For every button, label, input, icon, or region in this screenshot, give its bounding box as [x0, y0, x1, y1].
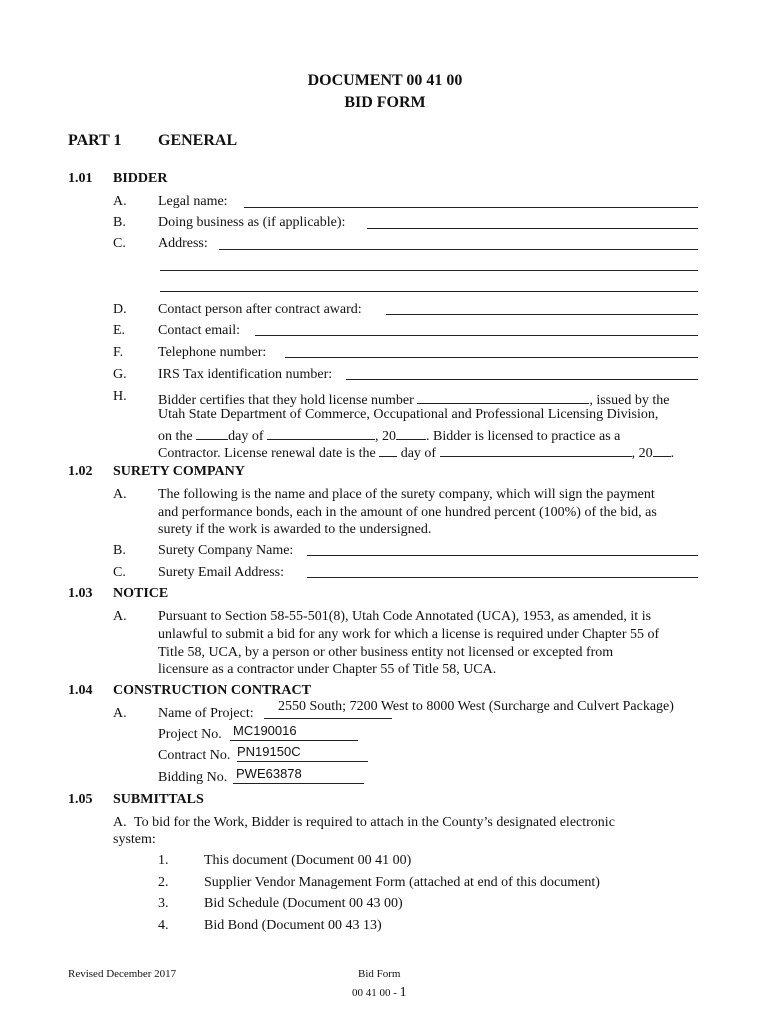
submittal-text-2: Supplier Vendor Management Form (attached at end of this document): [204, 875, 600, 890]
section-number-1-04: 1.04: [68, 683, 93, 698]
notice-text-line-3: Title 58, UCA, by a person or other business entity not licensed or excepted from: [158, 645, 614, 660]
surety-company-field[interactable]: [307, 555, 698, 556]
renewal-year-field[interactable]: [653, 442, 671, 457]
project-no-label: Project No.: [158, 727, 222, 742]
section-title-notice: NOTICE: [113, 586, 169, 601]
legal-name-field[interactable]: [244, 207, 698, 208]
project-name-line: [264, 718, 392, 719]
contact-person-label: Contact person after contract award:: [158, 302, 362, 317]
submittals-item-letter-a: A.: [113, 815, 127, 830]
contact-person-field[interactable]: [386, 314, 698, 315]
contact-email-field[interactable]: [255, 335, 698, 336]
renewal-month-field[interactable]: [440, 442, 632, 457]
document-number: DOCUMENT 00 41 00: [307, 72, 463, 89]
project-name-value[interactable]: 2550 South; 7200 West to 8000 West (Surcharge and Culvert Package): [278, 699, 674, 714]
surety-item-letter-c: C.: [113, 565, 126, 580]
contract-no-line: [237, 761, 368, 762]
submittal-text-1: This document (Document 00 41 00): [204, 853, 412, 868]
contact-email-label: Contact email:: [158, 323, 241, 338]
submittal-number-4: 4.: [158, 918, 169, 933]
license-month-field[interactable]: [267, 425, 375, 440]
tax-id-field[interactable]: [346, 379, 698, 380]
address-field-2[interactable]: [160, 270, 698, 271]
section-number-1-05: 1.05: [68, 792, 93, 807]
section-number-1-03: 1.03: [68, 586, 93, 601]
surety-email-label: Surety Email Address:: [158, 565, 284, 580]
item-letter-h: H.: [113, 389, 127, 404]
address-field-1[interactable]: [219, 249, 698, 250]
item-letter-c: C.: [113, 236, 126, 251]
part-label: PART 1: [68, 132, 122, 149]
section-title-surety: SURETY COMPANY: [113, 464, 245, 479]
page-number: 1: [399, 985, 407, 1000]
submittals-text-line-2: system:: [113, 832, 156, 847]
submittal-text-3: Bid Schedule (Document 00 43 00): [204, 896, 403, 911]
surety-company-label: Surety Company Name:: [158, 543, 294, 558]
notice-item-letter-a: A.: [113, 609, 127, 624]
surety-text-line-2: and performance bonds, each in the amount of one hundred percent (100%) of the bid, as: [158, 505, 657, 520]
item-letter-e: E.: [113, 323, 126, 338]
license-statement-line-1: Bidder certifies that they hold license number , issued by the: [158, 389, 669, 409]
footer-revised: Revised December 2017: [68, 968, 177, 980]
item-letter-g: G.: [113, 367, 127, 382]
section-number-1-02: 1.02: [68, 464, 93, 479]
contract-no-label: Contract No.: [158, 748, 231, 763]
bidding-no-label: Bidding No.: [158, 770, 228, 785]
dba-label: Doing business as (if applicable):: [158, 215, 346, 230]
notice-text-line-4: licensure as a contractor under Chapter 55 of Title 58, UCA.: [158, 662, 497, 677]
surety-text-line-1: The following is the name and place of the surety company, which will sign the payment: [158, 487, 655, 502]
section-title-submittals: SUBMITTALS: [113, 792, 204, 807]
contract-no-value[interactable]: PN19150C: [237, 744, 301, 759]
item-letter-b: B.: [113, 215, 126, 230]
license-number-field[interactable]: [417, 389, 589, 404]
bidding-no-line: [233, 783, 364, 784]
bidding-no-value[interactable]: PWE63878: [236, 766, 302, 781]
item-letter-f: F.: [113, 345, 124, 360]
footer-page-ref: 00 41 00 - 1: [352, 985, 407, 1000]
surety-email-field[interactable]: [307, 577, 698, 578]
telephone-label: Telephone number:: [158, 345, 267, 360]
license-statement-line-3: on the day of , 20 . Bidder is licensed to practice as a: [158, 425, 702, 445]
document-title: BID FORM: [344, 94, 426, 111]
surety-item-letter-b: B.: [113, 543, 126, 558]
address-field-3[interactable]: [160, 291, 698, 292]
part-title: GENERAL: [158, 132, 238, 149]
section-title-construction-contract: CONSTRUCTION CONTRACT: [113, 683, 311, 698]
item-letter-d: D.: [113, 302, 127, 317]
license-day-field[interactable]: [196, 425, 228, 440]
submittal-number-2: 2.: [158, 875, 169, 890]
submittal-text-4: Bid Bond (Document 00 43 13): [204, 918, 382, 933]
surety-text-line-3: surety if the work is awarded to the undersigned.: [158, 522, 432, 537]
license-year-field[interactable]: [396, 425, 426, 440]
contract-item-letter-a: A.: [113, 706, 127, 721]
license-statement-line-4: Contractor. License renewal date is the day of , 20 .: [158, 442, 674, 462]
license-statement-line-2: Utah State Department of Commerce, Occupational and Professional Licensing Division,: [158, 407, 659, 422]
submittal-number-3: 3.: [158, 896, 169, 911]
dba-field[interactable]: [367, 228, 698, 229]
footer-form-name: Bid Form: [358, 968, 401, 980]
notice-text-line-1: Pursuant to Section 58-55-501(8), Utah Code Annotated (UCA), 1953, as amended, it is: [158, 609, 652, 624]
project-name-label: Name of Project:: [158, 706, 254, 721]
surety-item-letter-a: A.: [113, 487, 127, 502]
project-no-line: [230, 740, 358, 741]
address-label: Address:: [158, 236, 208, 251]
legal-name-label: Legal name:: [158, 194, 228, 209]
section-number-1-01: 1.01: [68, 171, 93, 186]
submittal-number-1: 1.: [158, 853, 169, 868]
submittals-text-line-1: To bid for the Work, Bidder is required to attach in the County’s designated electronic: [134, 815, 615, 830]
item-letter-a: A.: [113, 194, 127, 209]
notice-text-line-2: unlawful to submit a bid for any work for which a license is required under Chapter 55 of: [158, 627, 660, 642]
section-title-bidder: BIDDER: [113, 171, 168, 186]
telephone-field[interactable]: [285, 357, 698, 358]
renewal-day-field[interactable]: [379, 442, 397, 457]
project-no-value[interactable]: MC190016: [233, 723, 297, 738]
tax-id-label: IRS Tax identification number:: [158, 367, 333, 382]
